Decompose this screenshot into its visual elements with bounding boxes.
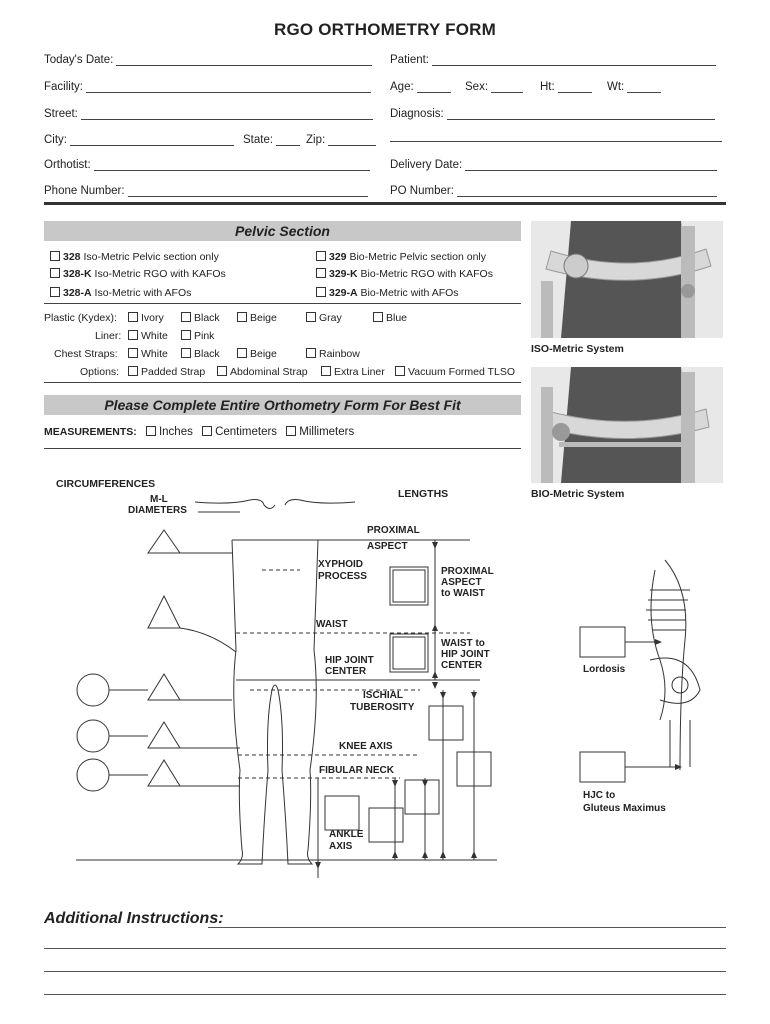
age-label: Age: xyxy=(390,81,414,93)
liner-white-label: White xyxy=(141,330,168,342)
ischial-label-2: TUBEROSITY xyxy=(350,702,415,713)
city-label: City: xyxy=(44,134,67,146)
circumferences-label: CIRCUMFERENCES xyxy=(56,478,156,490)
todays-date-label: Today's Date: xyxy=(44,54,114,66)
page-title: RGO ORTHOMETRY FORM xyxy=(274,20,496,39)
additional-line-2[interactable] xyxy=(44,948,726,949)
lengths-label: LENGTHS xyxy=(398,488,449,500)
chest-beige-label: Beige xyxy=(250,348,277,360)
option-code: 329-K xyxy=(329,268,358,280)
extra-liner-label: Extra Liner xyxy=(334,366,385,378)
pelvic-section-heading: Pelvic Section xyxy=(44,221,521,241)
option-text: Iso-Metric with AFOs xyxy=(91,287,192,299)
zip-label: Zip: xyxy=(306,134,326,146)
plastic-beige-label: Beige xyxy=(250,312,277,324)
option-code: 329-A xyxy=(329,287,358,299)
facility-label: Facility: xyxy=(44,81,83,93)
plastic-black-label: Black xyxy=(194,312,220,324)
phone-label: Phone Number: xyxy=(44,185,125,197)
iso-metric-caption: ISO-Metric System xyxy=(531,343,624,355)
additional-line-3[interactable] xyxy=(44,971,726,972)
xyphoid-label: XYPHOID xyxy=(318,559,364,570)
waist-label: WAIST xyxy=(316,619,348,630)
lordosis-label: Lordosis xyxy=(583,664,626,675)
weight-label: Wt: xyxy=(607,81,625,93)
additional-line-4[interactable] xyxy=(44,994,726,995)
wthjc-label-3: CENTER xyxy=(441,660,483,671)
chest-rainbow-label: Rainbow xyxy=(319,348,360,360)
complete-form-heading: Please Complete Entire Orthometry Form For Best Fit xyxy=(44,395,521,415)
po-number-label: PO Number: xyxy=(390,185,454,197)
delivery-date-label: Delivery Date: xyxy=(390,159,463,171)
pa-waist-label-1: PROXIMAL xyxy=(441,566,494,577)
centimeters-label: Centimeters xyxy=(215,426,278,438)
street-label: Street: xyxy=(44,108,78,120)
patient-label: Patient: xyxy=(390,54,429,66)
ankle-label-2: AXIS xyxy=(329,841,353,852)
pa-waist-label-2: ASPECT xyxy=(441,577,482,588)
option-text: Bio-Metric RGO with KAFOs xyxy=(357,268,493,280)
option-code: 328-A xyxy=(63,287,92,299)
chest-straps-label: Chest Straps: xyxy=(54,348,118,360)
diagnosis-label: Diagnosis: xyxy=(390,108,444,120)
wthjc-label-1: WAIST to xyxy=(441,638,485,649)
plastic-label: Plastic (Kydex): xyxy=(44,312,117,324)
fibular-neck-label: FIBULAR NECK xyxy=(319,765,394,776)
sex-label: Sex: xyxy=(465,81,489,93)
millimeters-label: Millimeters xyxy=(299,426,355,438)
extra-vacuum-tlso-label: Vacuum Formed TLSO xyxy=(408,366,515,378)
options-label: Options: xyxy=(80,366,120,378)
plastic-ivory-label: Ivory xyxy=(141,312,164,324)
height-label: Ht: xyxy=(540,81,555,93)
proximal-label: PROXIMAL xyxy=(367,525,420,536)
hjc-label-2: CENTER xyxy=(325,666,367,677)
extra-abdominal-strap-label: Abdominal Strap xyxy=(230,366,308,378)
diameters-label: DIAMETERS xyxy=(128,505,187,516)
option-code: 328-K xyxy=(63,268,92,280)
chest-black-label: Black xyxy=(194,348,220,360)
extra-padded-strap-label: Padded Strap xyxy=(141,366,206,378)
inches-label: Inches xyxy=(158,426,193,438)
chest-white-label: White xyxy=(141,348,168,360)
additional-instructions-label: Additional Instructions: xyxy=(44,910,224,927)
wthjc-label-2: HIP JOINT xyxy=(441,649,490,660)
option-text: Iso-Metric RGO with KAFOs xyxy=(91,268,226,280)
hjc-glut-label-1: HJC to xyxy=(583,790,616,801)
state-label: State: xyxy=(243,134,274,146)
orthotist-label: Orthotist: xyxy=(44,159,91,171)
option-text: Iso-Metric Pelvic section only xyxy=(80,251,219,263)
plastic-blue-label: Blue xyxy=(386,312,408,324)
bio-metric-caption: BIO-Metric System xyxy=(531,488,625,500)
measurements-label: MEASUREMENTS: xyxy=(44,426,137,438)
ankle-label-1: ANKLE xyxy=(329,829,364,840)
process-label: PROCESS xyxy=(318,571,367,582)
hjc-label-1: HIP JOINT xyxy=(325,655,374,666)
liner-pink-label: Pink xyxy=(194,330,215,342)
pa-waist-label-3: to WAIST xyxy=(441,588,485,599)
hjc-glut-label-2: Gluteus Maximus xyxy=(583,803,666,814)
option-code: 328 xyxy=(63,251,81,263)
additional-line-1[interactable] xyxy=(208,927,726,928)
knee-axis-label: KNEE AXIS xyxy=(339,741,393,752)
ml-label: M-L xyxy=(150,494,168,505)
option-text: Bio-Metric with AFOs xyxy=(357,287,459,299)
option-code: 329 xyxy=(329,251,347,263)
option-text: Bio-Metric Pelvic section only xyxy=(346,251,486,263)
aspect-label: ASPECT xyxy=(367,541,408,552)
plastic-gray-label: Gray xyxy=(319,312,342,324)
ischial-label-1: ISCHIAL xyxy=(363,690,403,701)
liner-label: Liner: xyxy=(95,330,122,342)
